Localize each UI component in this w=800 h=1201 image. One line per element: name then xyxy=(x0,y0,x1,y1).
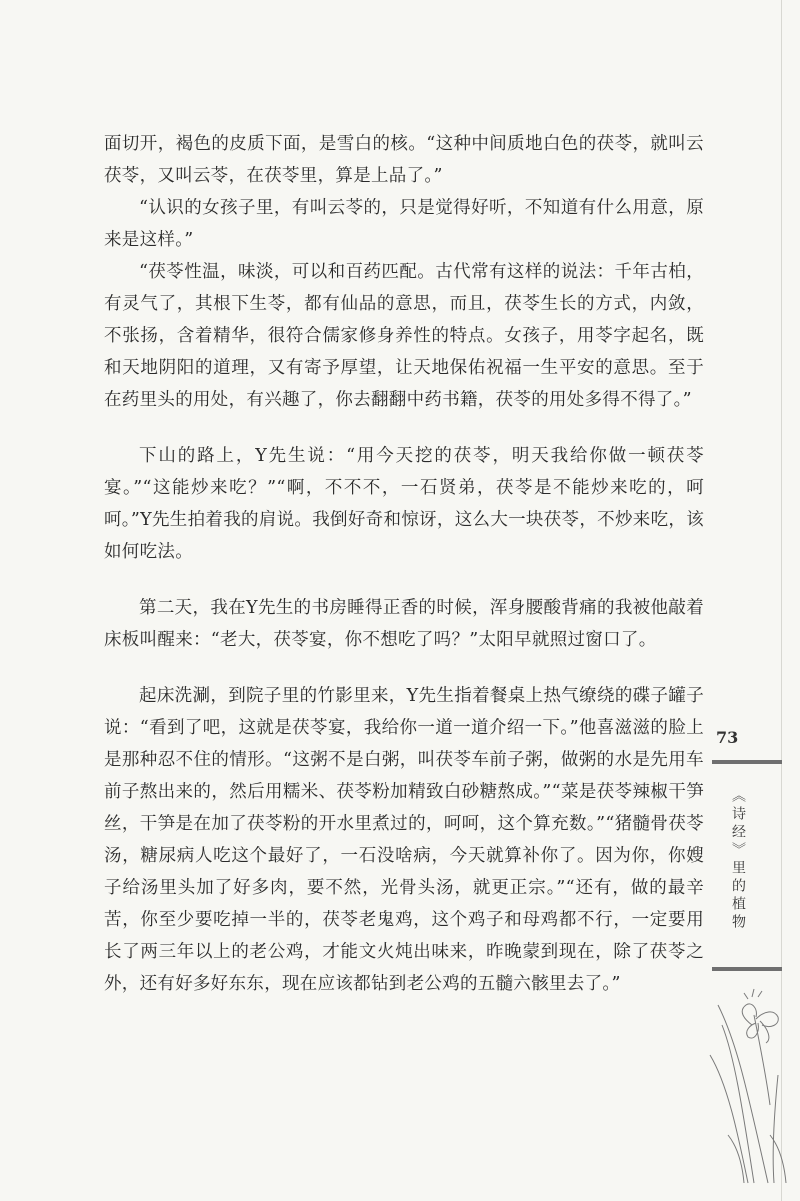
paragraph: 第二天，我在Y先生的书房睡得正香的时候，浑身腰酸背痛的我被他敲着床板叫醒来：“老大，茯苓宴，你不想吃了吗？”太阳早就照过窗口了。 xyxy=(104,598,704,650)
paragraph: 面切开，褐色的皮质下面，是雪白的核。“这种中间质地白色的茯苓，就叫云茯苓，又叫云苓，在茯苓里，算是上品了。” xyxy=(104,134,704,186)
paragraph: “认识的女孩子里，有叫云苓的，只是觉得好听，不知道有什么用意，原来是这样。” xyxy=(104,198,704,250)
margin-rule-bottom xyxy=(712,967,782,971)
page-number: 73 xyxy=(716,728,739,747)
paragraph: “茯苓性温，味淡，可以和百药匹配。古代常有这样的说法：千年古柏，有灵气了，其根下生苓，都有仙品的意思，而且，茯苓生长的方式，内敛，不张扬，含着精华，很符合儒家修身养性的特点。女孩子，用苓字起名，既和天地阴阳的道理，又有寄予厚望，让天地保佑祝福一生平安的意思。至于在药里头的用处，有兴趣了，你去翻翻中药书籍，茯苓的用处多得不得了。” xyxy=(104,262,704,410)
paragraph-gap xyxy=(104,568,704,592)
paragraph: 起床洗涮，到院子里的竹影里来，Y先生指着餐桌上热气缭绕的碟子罐子说：“看到了吧，这就是茯苓宴，我给你一道一道介绍一下。”他喜滋滋的脸上是那种忍不住的情形。“这粥不是白粥，叫茯苓车前子粥，做粥的水是先用车前子熬出来的，然后用糯米、茯苓粉加精致白砂糖熬成。”“菜是茯苓辣椒干笋丝，干笋是在加了茯苓粉的开水里煮过的，呵呵，这个算充数。”“猪髓骨茯苓汤，糖尿病人吃这个最好了，一石没啥病，今天就算补你了。因为你，你嫂子给汤里头加了好多肉，要不然，光骨头汤，就更正宗。”“还有，做的最辛苦，你至少要吃掉一半的，茯苓老鬼鸡，这个鸡子和母鸡都不行，一定要用长了两三年以上的老公鸡，才能文火炖出味来，昨晚蒙到现在，除了茯苓之外，还有好多好东东，现在应该都钻到老公鸡的五髓六骸里去了。” xyxy=(104,686,704,994)
body-text xyxy=(104,128,704,1000)
paragraph-gap xyxy=(104,656,704,680)
paragraph-gap xyxy=(104,416,704,440)
flower-sketch-icon xyxy=(708,985,790,1185)
paragraph: 下山的路上，Y先生说：“用今天挖的茯苓，明天我给你做一顿茯苓宴。”“这能炒来吃？”“啊，不不不，一石贤弟，茯苓是不能炒来吃的，呵呵。”Y先生拍着我的肩说。我倒好奇和惊讶，这么大一块茯苓，不炒来吃，该如何吃法。 xyxy=(104,446,704,562)
margin-rule-top xyxy=(712,760,782,764)
running-head: 《诗经》里的植物 xyxy=(730,788,746,932)
